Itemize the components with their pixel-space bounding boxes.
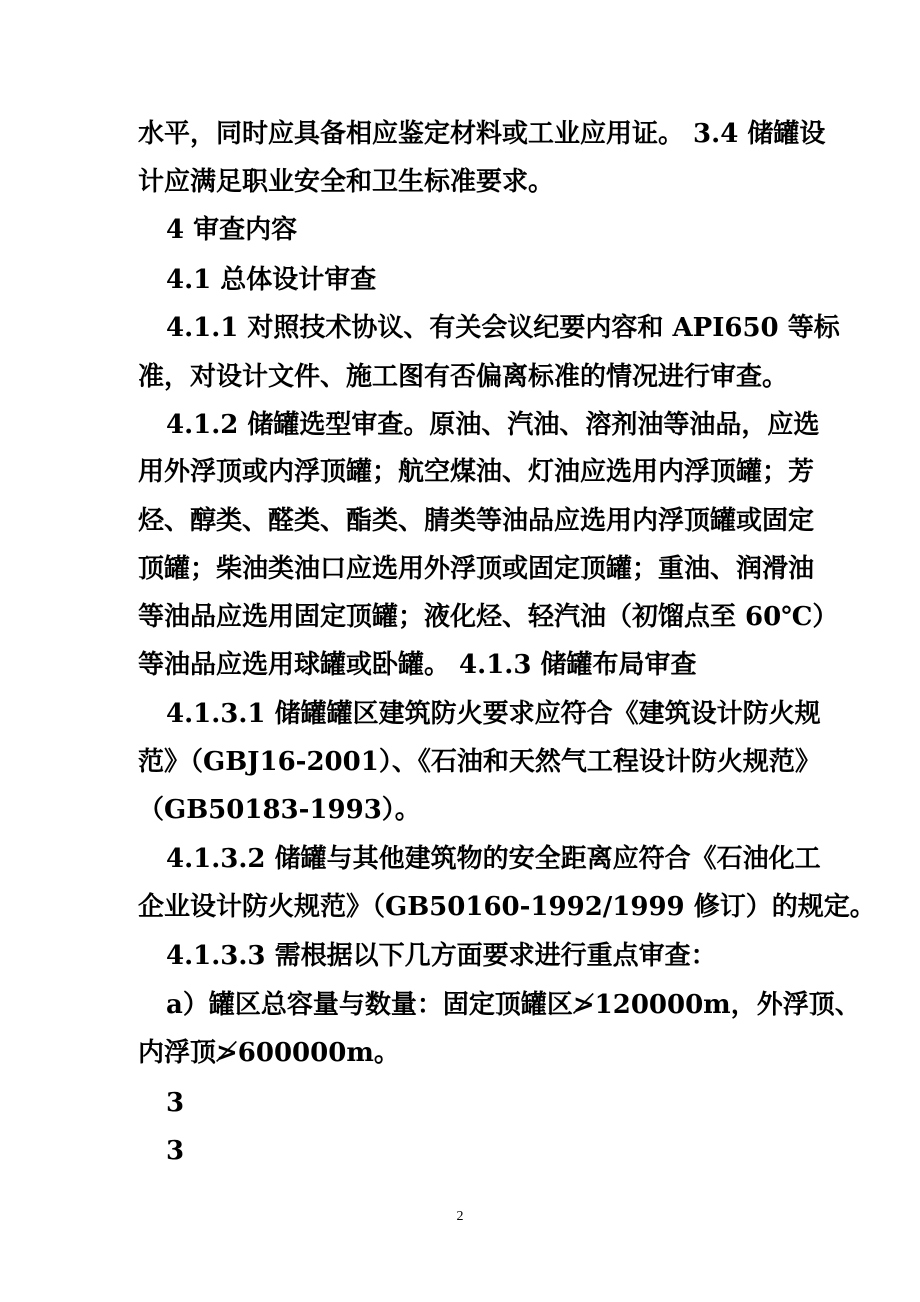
text-line: 3 (166, 1088, 185, 1118)
subsection-heading: 4.1 总体设计审查 (166, 265, 377, 295)
text-line: （GB50183-1993）。 (138, 795, 421, 825)
text-line: 计应满足职业安全和卫生标准要求。 (138, 167, 555, 197)
text-line: 范》（GBJ16-2001）、《石油和天然气工程设计防火规范》 (138, 747, 821, 777)
text-line: 等油品应选用固定顶罐；液化烃、轻汽油（初馏点至 60℃） (138, 602, 839, 632)
text-line: 企业设计防火规范》（GB50160-1992/1999 修订）的规定。 (138, 892, 876, 922)
text-line: 烃、醇类、醛类、酯类、腈类等油品应选用内浮顶罐或固定 (138, 506, 815, 536)
text-line: 4.1.3.2 储罐与其他建筑物的安全距离应符合《石油化工 (166, 844, 821, 874)
text-line: 4.1.2 储罐选型审查。原油、汽油、溶剂油等油品，应选 (166, 410, 820, 440)
text-line: 内浮顶≯600000m。 (138, 1038, 400, 1068)
text-line: 4.1.3.1 储罐罐区建筑防火要求应符合《建筑设计防火规 (166, 699, 821, 729)
text-line: 等油品应选用球罐或卧罐。 4.1.3 储罐布局审查 (138, 650, 697, 680)
page-number: 2 (456, 1209, 464, 1224)
text-line: a）罐区总容量与数量：固定顶罐区≯120000m，外浮顶、 (166, 990, 861, 1020)
text-line: 4.1.3.3 需根据以下几方面要求进行重点审查： (166, 941, 717, 971)
text-line: 水平，同时应具备相应鉴定材料或工业应用证。 3.4 储罐设 (138, 119, 826, 149)
text-line: 用外浮顶或内浮顶罐；航空煤油、灯油应选用内浮顶罐；芳 (138, 457, 815, 487)
section-heading: 4 审查内容 (166, 215, 298, 245)
text-line: 顶罐；柴油类油口应选用外浮顶或固定顶罐；重油、润滑油 (138, 554, 815, 584)
text-line: 3 (166, 1136, 185, 1166)
text-line: 准，对设计文件、施工图有否偏离标准的情况进行审查。 (138, 362, 789, 392)
text-line: 4.1.1 对照技术协议、有关会议纪要内容和 API650 等标 (166, 313, 840, 343)
